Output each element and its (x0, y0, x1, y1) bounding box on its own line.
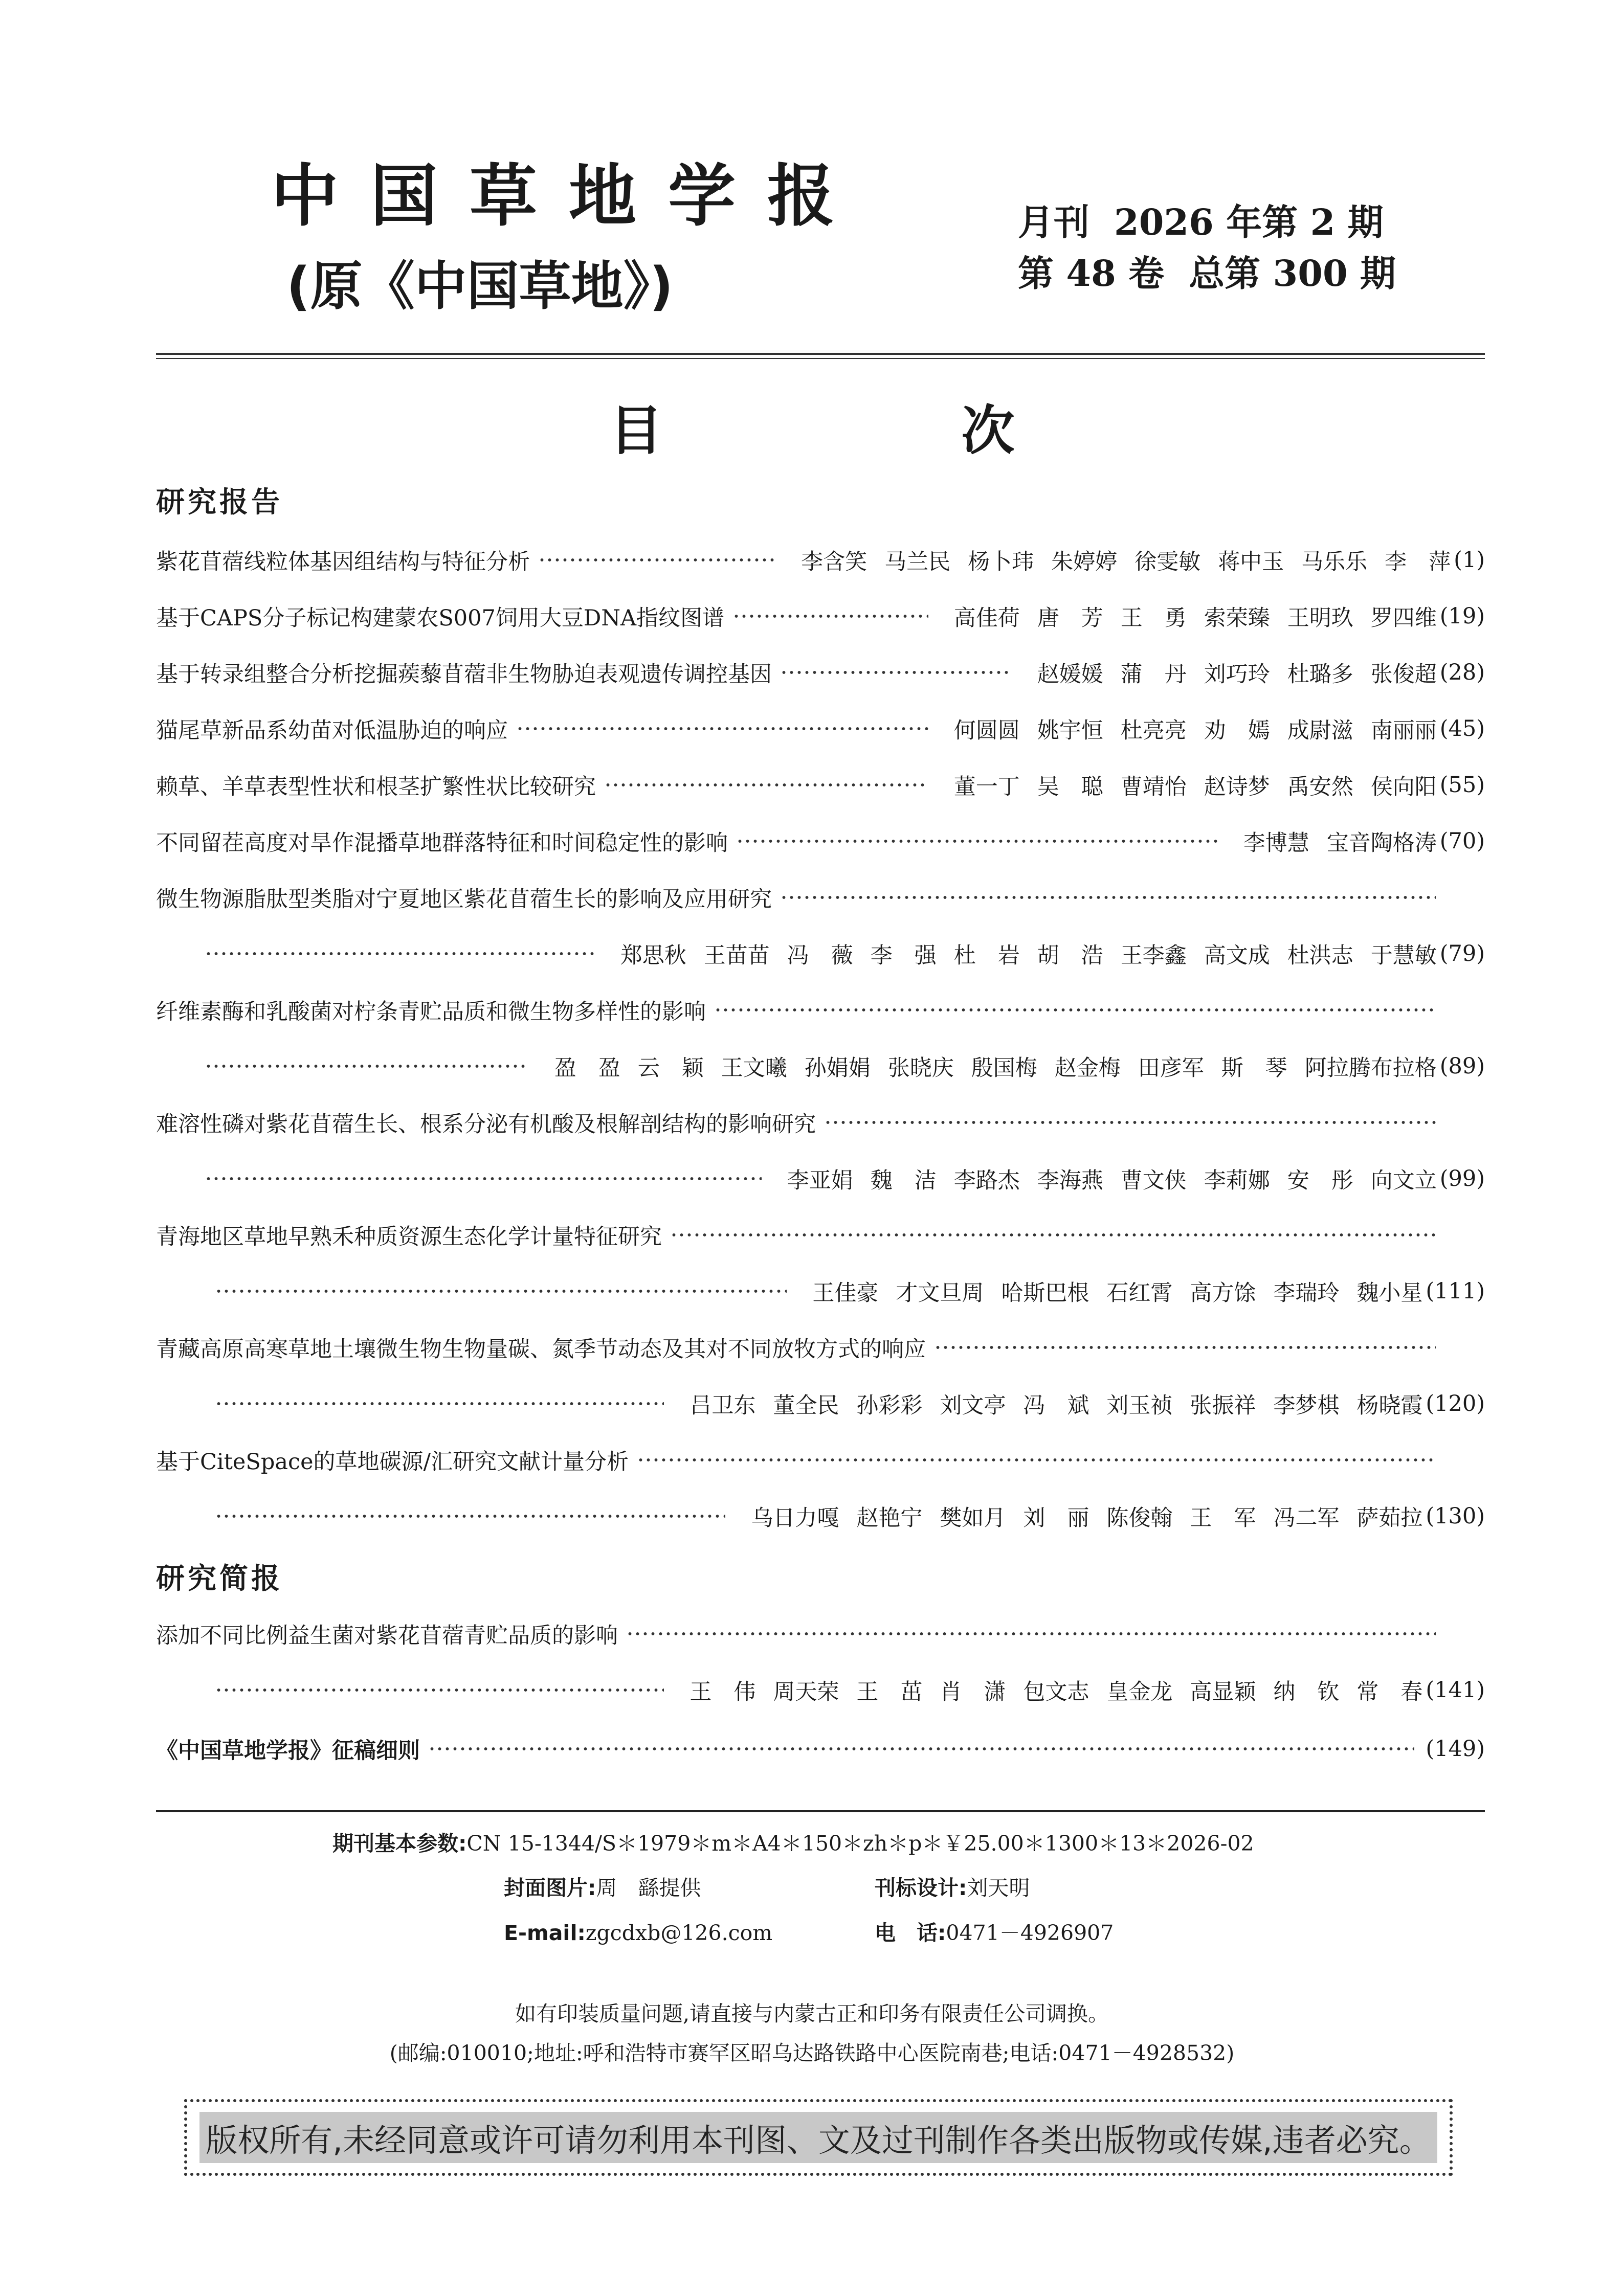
page-number: (55) (1439, 772, 1485, 798)
page-number: (99) (1439, 1166, 1485, 1191)
params-value: CN 15-1344/S＊1979＊m＊A4＊150＊zh＊p＊￥25.00＊1300＊13＊2026-02 (466, 1831, 1254, 1856)
toc-entry[interactable] (156, 711, 1485, 747)
article-title[interactable]: 青海地区草地早熟禾种质资源生态化学计量特征研究 (156, 1224, 662, 1250)
section-title-research-reports: 研究报告 (156, 486, 283, 519)
print-quality-notice: 如有印装质量问题,请直接与内蒙古正和印务有限责任公司调换。 (515, 2001, 1109, 2026)
leader-dots (732, 598, 928, 634)
toc-entry-line1[interactable] (156, 1442, 1485, 1478)
toc-entry-line1[interactable] (156, 1105, 1485, 1140)
journal-title: 中国草地学报 (271, 156, 866, 236)
page-number: (89) (1439, 1053, 1485, 1079)
cover-value: 周 繇提供 (596, 1876, 701, 1900)
masthead-rule (156, 353, 1485, 359)
leader-dots (428, 1731, 1414, 1767)
article-authors: 赵媛媛 蒲 丹 刘巧玲 杜璐多 张俊超 (1037, 661, 1437, 687)
design-label: 刊标设计: (875, 1876, 967, 1900)
page-number: (1) (1454, 547, 1485, 573)
page-number: (141) (1426, 1677, 1485, 1703)
article-authors: 乌日力嘎 赵艳宁 樊如月 刘 丽 陈俊翰 王 军 冯二军 萨茹拉 (751, 1505, 1423, 1531)
leader-dots (205, 936, 595, 972)
article-title[interactable]: 紫花苜蓿线粒体基因组结构与特征分析 (156, 549, 530, 575)
toc-entry-line2 (205, 1161, 1485, 1197)
phone-value: 0471－4926907 (946, 1921, 1114, 1945)
article-title[interactable]: 不同留茬高度对旱作混播草地群落特征和时间稳定性的影响 (156, 830, 728, 856)
page-number: (120) (1426, 1391, 1485, 1416)
frequency: 月刊 (1018, 201, 1089, 243)
toc-entry-line2 (205, 1273, 1485, 1309)
leader-dots (205, 1161, 762, 1197)
cover-label: 封面图片: (504, 1876, 596, 1900)
leader-dots (626, 1616, 1436, 1652)
toc-entry-guidelines[interactable] (156, 1731, 1485, 1767)
leader-dots (215, 1386, 664, 1422)
page-number: (19) (1439, 603, 1485, 629)
article-authors: 吕卫东 董全民 孙彩彩 刘文亭 冯 斌 刘玉祯 张振祥 李梦棋 杨晓霞 (689, 1392, 1423, 1419)
leader-dots (604, 767, 928, 803)
page-number: (149) (1426, 1736, 1485, 1762)
leader-dots (714, 992, 1436, 1028)
article-authors: 李博慧 宝音陶格涛 (1243, 830, 1437, 856)
design-credit (875, 1878, 1030, 1899)
leader-dots (215, 1672, 664, 1708)
design-value: 刘天明 (967, 1876, 1030, 1900)
printer-address: (邮编:010010;地址:呼和浩特市赛罕区昭乌达路铁路中心医院南巷;电话:0471－4928532) (389, 2041, 1235, 2065)
leader-dots (538, 542, 775, 578)
toc-entry-line1[interactable] (156, 992, 1485, 1028)
article-title[interactable]: 猫尾草新品系幼苗对低温胁迫的响应 (156, 717, 508, 744)
page-number: (45) (1439, 716, 1485, 741)
journal-former-name: (原《中国草地》) (286, 256, 674, 317)
footer-rule (156, 1810, 1485, 1812)
toc-entry-line2 (205, 936, 1485, 972)
toc-entry[interactable] (156, 655, 1485, 690)
phone-label: 电 话: (875, 1921, 946, 1945)
toc-entry-line2 (205, 1386, 1485, 1422)
toc-entry-line1[interactable] (156, 880, 1485, 915)
copyright-box (184, 2099, 1453, 2176)
leader-dots (824, 1105, 1436, 1140)
page-number: (111) (1426, 1278, 1485, 1304)
leader-dots (205, 1048, 529, 1084)
journal-parameters (332, 1833, 1254, 1854)
leader-dots (780, 880, 1436, 915)
toc-entry-line2 (205, 1498, 1485, 1534)
toc-entry[interactable] (156, 767, 1485, 803)
article-authors: 李含笑 马兰民 杨卜玮 朱婷婷 徐雯敏 蒋中玉 马乐乐 李 萍 (801, 549, 1451, 575)
article-title[interactable]: 基于CiteSpace的草地碳源/汇研究文献计量分析 (156, 1449, 629, 1475)
toc-entry-line1[interactable] (156, 1217, 1485, 1253)
leader-dots (215, 1273, 787, 1309)
article-authors: 董一丁 吴 聪 曹靖怡 赵诗梦 禹安然 侯向阳 (953, 774, 1437, 800)
issue-info (1018, 201, 1420, 307)
section-title-brief-reports: 研究简报 (156, 1562, 283, 1595)
leader-dots (736, 823, 1218, 859)
article-authors: 王 伟 周天荣 王 茁 肖 潇 包文志 皇金龙 高显颖 纳 钦 常 春 (689, 1679, 1423, 1705)
page-number: (79) (1439, 941, 1485, 966)
toc-entry[interactable] (156, 598, 1485, 634)
issue-number: 2026 年第 2 期 (1114, 201, 1384, 243)
phone-contact (875, 1923, 1114, 1944)
article-title[interactable]: 基于CAPS分子标记构建蒙农S007饲用大豆DNA指纹图谱 (156, 605, 725, 631)
leader-dots (516, 711, 928, 747)
article-title[interactable]: 青藏高原高寒草地土壤微生物生物量碳、氮季节动态及其对不同放牧方式的响应 (156, 1336, 926, 1362)
leader-dots (670, 1217, 1436, 1253)
toc-entry-line1[interactable] (156, 1330, 1485, 1365)
leader-dots (780, 655, 1012, 690)
email-value[interactable]: zgcdxb@126.com (585, 1921, 773, 1945)
leader-dots (934, 1330, 1436, 1365)
cover-credit (504, 1878, 701, 1899)
toc-entry-line2 (205, 1048, 1485, 1084)
leader-dots (215, 1498, 725, 1534)
article-authors: 高佳荷 唐 芳 王 勇 索荣臻 王明玖 罗四维 (953, 605, 1437, 631)
email-contact (504, 1923, 772, 1944)
article-title[interactable]: 赖草、羊草表型性状和根茎扩繁性状比较研究 (156, 774, 596, 800)
volume: 第 48 卷 (1018, 252, 1165, 295)
page-number: (70) (1439, 828, 1485, 854)
article-authors: 何圆圆 姚宇恒 杜亮亮 劝 嫣 成尉滋 南丽丽 (953, 717, 1437, 744)
leader-dots (637, 1442, 1436, 1478)
toc-entry-line1[interactable] (156, 1616, 1485, 1652)
toc-entry-line2 (205, 1672, 1485, 1708)
article-title[interactable]: 基于转录组整合分析挖掘蒺藜苜蓿非生物胁迫表观遗传调控基因 (156, 661, 772, 687)
toc-entry[interactable] (156, 823, 1485, 859)
article-authors: 郑思秋 王苗苗 冯 薇 李 强 杜 岩 胡 浩 王李鑫 高文成 杜洪志 于慧敏 (620, 942, 1437, 969)
copyright-notice: 版权所有,未经同意或许可请勿利用本刊图、文及过刊制作各类出版物或传媒,违者必究。 (199, 2112, 1437, 2163)
total-issue: 总第 300 期 (1189, 252, 1396, 295)
article-title[interactable]: 难溶性磷对紫花苜蓿生长、根系分泌有机酸及根解剖结构的影响研究 (156, 1111, 816, 1137)
email-label: E-mail: (504, 1921, 586, 1945)
params-label: 期刊基本参数: (332, 1831, 467, 1856)
page-number: (130) (1426, 1503, 1485, 1529)
guidelines-title[interactable]: 《中国草地学报》征稿细则 (156, 1738, 420, 1764)
page-number: (28) (1439, 660, 1485, 685)
article-title[interactable]: 纤维素酶和乳酸菌对柠条青贮品质和微生物多样性的影响 (156, 999, 706, 1025)
article-authors: 王佳豪 才文旦周 哈斯巴根 石红霄 高方馀 李瑞玲 魏小星 (812, 1280, 1423, 1306)
article-title[interactable]: 添加不同比例益生菌对紫花苜蓿青贮品质的影响 (156, 1623, 618, 1649)
contents-heading: 目 次 (609, 399, 1138, 462)
article-authors: 盈 盈 云 颖 王文曦 孙娟娟 张晓庆 殷国梅 赵金梅 田彦军 斯 琴 阿拉腾布拉格 (554, 1055, 1437, 1081)
article-title[interactable]: 微生物源脂肽型类脂对宁夏地区紫花苜蓿生长的影响及应用研究 (156, 886, 772, 912)
article-authors: 李亚娟 魏 洁 李路杰 李海燕 曹文侠 李莉娜 安 彤 向文立 (787, 1167, 1437, 1194)
toc-entry[interactable] (156, 542, 1485, 578)
